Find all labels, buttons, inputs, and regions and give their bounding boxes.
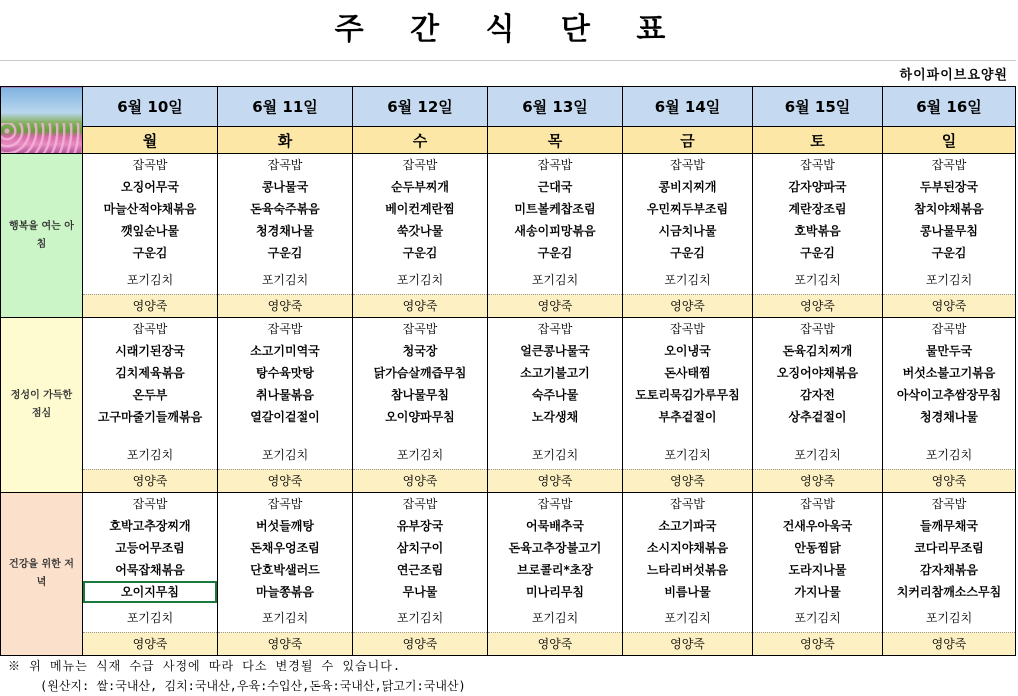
kimchi-item[interactable]: 포기김치: [396, 611, 444, 625]
menu-item[interactable]: 소고기미역국: [250, 344, 320, 358]
menu-item[interactable]: 버섯소불고기볶음: [902, 366, 996, 380]
weekday-header[interactable]: 화: [218, 127, 353, 154]
weekday-header[interactable]: 목: [488, 127, 623, 154]
date-header[interactable]: 6월 10일: [83, 87, 218, 127]
weekday-header[interactable]: 수: [353, 127, 488, 154]
menu-item[interactable]: 베이컨계란찜: [385, 202, 455, 216]
menu-item[interactable]: 잡곡밥: [670, 322, 705, 336]
menu-item[interactable]: 안동찜닭: [794, 541, 841, 555]
menu-item[interactable]: 단호박샐러드: [250, 563, 320, 577]
porridge-item[interactable]: 영양죽: [83, 294, 217, 317]
menu-change-notice: ※ 위 메뉴는 식재 수급 사정에 따라 다소 변경될 수 있습니다.: [8, 659, 402, 673]
divider: [0, 60, 1016, 61]
menu-item[interactable]: 잡곡밥: [931, 497, 967, 511]
breakfast-label[interactable]: 행복을 여는 아침: [1, 154, 83, 318]
menu-item[interactable]: 구운김: [132, 246, 168, 260]
menu-item[interactable]: 잡곡밥: [132, 158, 168, 172]
kimchi-item[interactable]: 포기김치: [925, 611, 973, 625]
menu-item[interactable]: 탕수육맛탕: [256, 366, 314, 380]
menu-item[interactable]: 잡곡밥: [800, 497, 835, 511]
date-header[interactable]: 6월 16일: [883, 87, 1016, 127]
menu-item[interactable]: 브로콜리*초장: [517, 563, 593, 577]
kimchi-item[interactable]: 포기김치: [794, 611, 841, 625]
porridge-item[interactable]: 영양죽: [623, 469, 752, 492]
menu-item[interactable]: 얼큰콩나물국: [520, 344, 590, 358]
date-header[interactable]: 6월 12일: [353, 87, 488, 127]
dinner-label[interactable]: 건강을 위한 저녁: [1, 493, 83, 656]
weekday-header[interactable]: 토: [753, 127, 883, 154]
breakfast-cell[interactable]: [753, 154, 883, 318]
porridge-item[interactable]: 영양죽: [83, 632, 217, 655]
menu-item[interactable]: 오이냉국: [664, 344, 711, 358]
dinner-cell[interactable]: [753, 493, 883, 656]
menu-item[interactable]: 소고기불고기: [520, 366, 590, 380]
lunch-cell[interactable]: [353, 318, 488, 493]
porridge-item[interactable]: 영양죽: [218, 469, 352, 492]
porridge-item[interactable]: 영양죽: [218, 294, 352, 317]
date-header[interactable]: 6월 15일: [753, 87, 883, 127]
menu-item[interactable]: 소시지야채볶음: [646, 541, 729, 555]
menu-item[interactable]: 가지나물: [794, 585, 841, 599]
menu-item[interactable]: 콩나물무침: [920, 224, 978, 238]
breakfast-cell[interactable]: [883, 154, 1016, 318]
lunch-label[interactable]: 정성이 가득한 점심: [1, 318, 83, 493]
dinner-cell[interactable]: [623, 493, 753, 656]
menu-item[interactable]: 닭가슴살깨즙무침: [373, 366, 467, 380]
menu-item[interactable]: 청경채나물: [256, 224, 314, 238]
menu-item[interactable]: 잡곡밥: [931, 322, 967, 336]
lunch-cell[interactable]: [883, 318, 1016, 493]
kimchi-item[interactable]: 포기김치: [261, 611, 309, 625]
menu-item[interactable]: 구운김: [931, 246, 967, 260]
meadow-flower-image: [1, 87, 83, 154]
kimchi-item[interactable]: 포기김치: [261, 448, 309, 462]
kimchi-item[interactable]: 포기김치: [126, 273, 174, 287]
lunch-cell[interactable]: [218, 318, 353, 493]
kimchi-item[interactable]: 포기김치: [126, 611, 174, 625]
menu-item[interactable]: 쑥갓나물: [396, 224, 444, 238]
menu-item[interactable]: 노각생채: [531, 410, 579, 424]
menu-item[interactable]: 잡곡밥: [402, 322, 438, 336]
menu-item[interactable]: 잡곡밥: [800, 158, 835, 172]
menu-item[interactable]: 치커리참깨소스무침: [896, 585, 1002, 599]
menu-item[interactable]: 부추겉절이: [658, 410, 717, 424]
weekday-header[interactable]: 금: [623, 127, 753, 154]
menu-item[interactable]: 잡곡밥: [537, 158, 573, 172]
kimchi-item[interactable]: 포기김치: [664, 273, 711, 287]
menu-item[interactable]: 콩나물국: [261, 180, 309, 194]
menu-item[interactable]: 돈육숙주볶음: [250, 202, 320, 216]
kimchi-item[interactable]: 포기김치: [126, 448, 174, 462]
menu-item[interactable]: 구운김: [537, 246, 573, 260]
menu-item[interactable]: 감자채볶음: [920, 563, 978, 577]
porridge-item[interactable]: 영양죽: [753, 632, 882, 655]
menu-item[interactable]: 숙주나물: [531, 388, 579, 402]
dinner-cell[interactable]: [83, 493, 218, 656]
origin-notice: (원산지: 쌀:국내산, 김치:국내산,우육:수입산,돈육:국내산,닭고기:국내산): [40, 679, 466, 693]
breakfast-cell[interactable]: [353, 154, 488, 318]
weekly-menu-table: [0, 86, 1016, 656]
porridge-item[interactable]: 영양죽: [623, 294, 752, 317]
breakfast-cell[interactable]: [488, 154, 623, 318]
menu-item[interactable]: 청국장: [402, 344, 438, 358]
weekday-header[interactable]: 월: [83, 127, 218, 154]
menu-item[interactable]: 연근조림: [396, 563, 444, 577]
menu-item[interactable]: 오징어야채볶음: [776, 366, 859, 380]
dinner-cell[interactable]: [218, 493, 353, 656]
kimchi-item[interactable]: 포기김치: [261, 273, 309, 287]
menu-item[interactable]: 취나물볶음: [256, 388, 314, 402]
menu-item[interactable]: 돈육고추장불고기: [508, 541, 602, 555]
menu-item[interactable]: 시금치나물: [658, 224, 717, 238]
menu-item[interactable]: 잡곡밥: [132, 497, 168, 511]
kimchi-item[interactable]: 포기김치: [664, 448, 711, 462]
menu-item[interactable]: 고구마줄기들깨볶음: [97, 410, 203, 424]
menu-item[interactable]: 새송이피망볶음: [514, 224, 596, 238]
kimchi-item[interactable]: 포기김치: [925, 448, 973, 462]
menu-item[interactable]: 유부장국: [396, 519, 444, 533]
lunch-cell[interactable]: [753, 318, 883, 493]
menu-item[interactable]: 청경채나물: [920, 410, 978, 424]
porridge-item[interactable]: 영양죽: [353, 469, 487, 492]
menu-item[interactable]: 구운김: [800, 246, 835, 260]
porridge-item[interactable]: 영양죽: [753, 469, 882, 492]
date-header[interactable]: 6월 14일: [623, 87, 753, 127]
menu-item[interactable]: 무나물: [402, 585, 438, 599]
menu-item[interactable]: 잡곡밥: [267, 497, 303, 511]
porridge-item[interactable]: 영양죽: [83, 469, 217, 492]
date-header[interactable]: 6월 11일: [218, 87, 353, 127]
menu-item[interactable]: 어묵배추국: [526, 519, 584, 533]
menu-item[interactable]: 참치야채볶음: [914, 202, 984, 216]
menu-item[interactable]: 미나리무침: [526, 585, 584, 599]
menu-item[interactable]: 두부된장국: [920, 180, 978, 194]
kimchi-item[interactable]: 포기김치: [396, 273, 444, 287]
menu-item[interactable]: 잡곡밥: [132, 322, 168, 336]
kimchi-item[interactable]: 포기김치: [794, 273, 841, 287]
porridge-item[interactable]: 영양죽: [353, 632, 487, 655]
menu-item[interactable]: 감자양파국: [788, 180, 847, 194]
menu-item[interactable]: 온두부: [132, 388, 168, 402]
menu-item[interactable]: 호박볶음: [794, 224, 841, 238]
menu-item[interactable]: 콩비지찌개: [658, 180, 717, 194]
menu-item[interactable]: 마늘산적야채볶음: [103, 202, 197, 216]
menu-item[interactable]: 건새우아욱국: [782, 519, 853, 533]
menu-item[interactable]: 우민찌두부조림: [646, 202, 729, 216]
menu-item[interactable]: 열갈이겉절이: [250, 410, 320, 424]
kimchi-item[interactable]: 포기김치: [531, 448, 579, 462]
menu-item[interactable]: 느타리버섯볶음: [646, 563, 729, 577]
kimchi-item[interactable]: 포기김치: [925, 273, 973, 287]
menu-item[interactable]: 마늘쫑볶음: [256, 585, 314, 599]
dinner-cell[interactable]: [883, 493, 1016, 656]
menu-item[interactable]: 근대국: [537, 180, 573, 194]
porridge-item[interactable]: 영양죽: [883, 632, 1015, 655]
menu-item[interactable]: 구운김: [402, 246, 438, 260]
page-title: 주 간 식 단 표: [334, 12, 684, 47]
menu-item[interactable]: 들깨무채국: [920, 519, 978, 533]
menu-item[interactable]: 어묵잡채볶음: [115, 563, 185, 577]
date-header[interactable]: 6월 13일: [488, 87, 623, 127]
porridge-item[interactable]: 영양죽: [488, 469, 622, 492]
menu-item[interactable]: 순두부찌개: [391, 180, 449, 194]
menu-item[interactable]: 잡곡밥: [402, 158, 438, 172]
kimchi-item[interactable]: 포기김치: [664, 611, 711, 625]
menu-item[interactable]: 오징어무국: [121, 180, 179, 194]
lunch-cell[interactable]: [83, 318, 218, 493]
menu-item[interactable]: 시래기된장국: [115, 344, 185, 358]
menu-item[interactable]: 잡곡밥: [267, 158, 303, 172]
menu-item[interactable]: 삼치구이: [396, 541, 444, 555]
menu-item[interactable]: 계란장조림: [788, 202, 847, 216]
porridge-item[interactable]: 영양죽: [883, 469, 1015, 492]
menu-item[interactable]: 구운김: [670, 246, 705, 260]
menu-item[interactable]: 잡곡밥: [931, 158, 967, 172]
kimchi-item[interactable]: 포기김치: [531, 273, 579, 287]
lunch-cell[interactable]: [623, 318, 753, 493]
kimchi-item[interactable]: 포기김치: [396, 448, 444, 462]
menu-item[interactable]: 비름나물: [664, 585, 711, 599]
menu-item[interactable]: 잡곡밥: [537, 497, 573, 511]
porridge-item[interactable]: 영양죽: [218, 632, 352, 655]
breakfast-cell[interactable]: [218, 154, 353, 318]
menu-item[interactable]: 물만두국: [925, 344, 973, 358]
menu-item[interactable]: 상추겉절이: [788, 410, 847, 424]
dinner-cell[interactable]: [488, 493, 623, 656]
menu-item[interactable]: 버섯들깨탕: [256, 519, 314, 533]
menu-item[interactable]: 김치제육볶음: [115, 366, 185, 380]
porridge-item[interactable]: 영양죽: [488, 294, 622, 317]
porridge-item[interactable]: 영양죽: [753, 294, 882, 317]
kimchi-item[interactable]: 포기김치: [794, 448, 841, 462]
menu-item[interactable]: 오이양파무침: [385, 410, 455, 424]
porridge-item[interactable]: 영양죽: [488, 632, 622, 655]
menu-item[interactable]: 잡곡밥: [537, 322, 573, 336]
menu-item[interactable]: 잡곡밥: [670, 158, 705, 172]
kimchi-item[interactable]: 포기김치: [531, 611, 579, 625]
lunch-cell[interactable]: [488, 318, 623, 493]
porridge-item[interactable]: 영양죽: [353, 294, 487, 317]
menu-item[interactable]: 돈채우엉조림: [250, 541, 320, 555]
menu-item[interactable]: 고등어무조림: [115, 541, 185, 555]
weekday-header[interactable]: 일: [883, 127, 1016, 154]
porridge-item[interactable]: 영양죽: [883, 294, 1015, 317]
menu-item[interactable]: 돈사태찜: [664, 366, 711, 380]
menu-item[interactable]: 돈육김치찌개: [782, 344, 853, 358]
menu-item[interactable]: 코다리무조림: [914, 541, 984, 555]
menu-item[interactable]: 도토리묵김가루무침: [635, 388, 740, 402]
menu-item[interactable]: 구운김: [267, 246, 303, 260]
menu-item[interactable]: 참나물무침: [391, 388, 449, 402]
menu-item[interactable]: 도라지나물: [788, 563, 847, 577]
porridge-item[interactable]: 영양죽: [623, 632, 752, 655]
menu-item[interactable]: 잡곡밥: [402, 497, 438, 511]
breakfast-cell[interactable]: [623, 154, 753, 318]
menu-item[interactable]: 잡곡밥: [267, 322, 303, 336]
breakfast-cell[interactable]: [83, 154, 218, 318]
menu-item[interactable]: 아삭이고추쌈장무침: [896, 388, 1002, 402]
menu-item[interactable]: 잡곡밥: [800, 322, 835, 336]
menu-item[interactable]: 잡곡밥: [670, 497, 705, 511]
menu-item[interactable]: 감자전: [800, 388, 835, 402]
menu-item[interactable]: 오이지무침: [83, 581, 217, 603]
menu-item[interactable]: 소고기파국: [658, 519, 717, 533]
menu-item[interactable]: 미트볼케찹조림: [514, 202, 596, 216]
dinner-cell[interactable]: [353, 493, 488, 656]
institution-name: 하이파이브요양원: [899, 68, 1008, 83]
menu-item[interactable]: 깻잎순나물: [121, 224, 179, 238]
menu-item[interactable]: 호박고추장찌개: [109, 519, 191, 533]
